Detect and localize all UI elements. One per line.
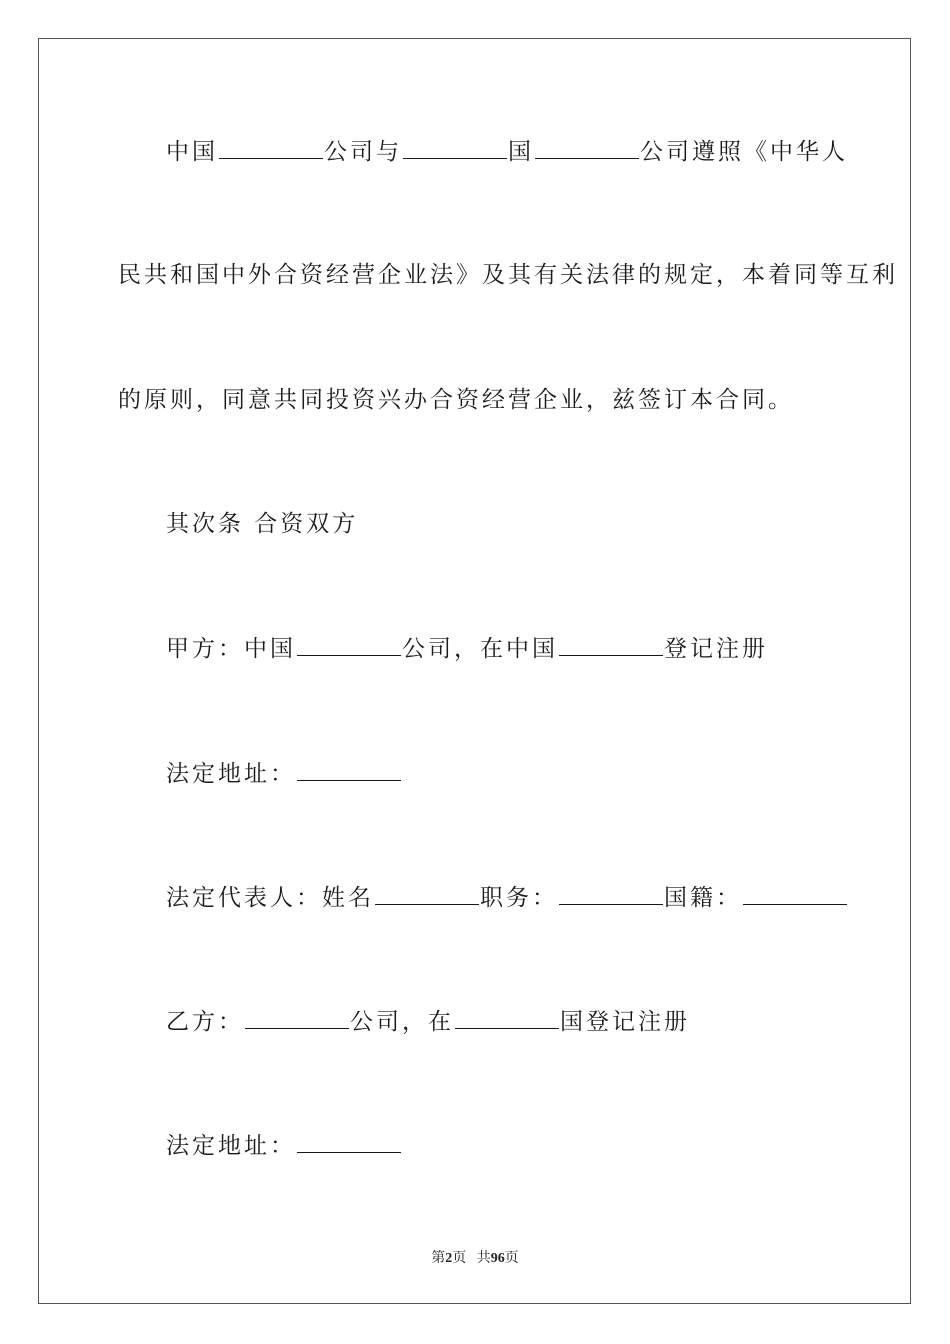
party-a-representative-line <box>166 882 848 913</box>
address-label: 法定地址： <box>166 761 296 787</box>
text-segment: 国登记注册 <box>560 1009 690 1035</box>
blank-field <box>455 1006 559 1029</box>
text-segment: 公司与 <box>324 139 402 165</box>
party-b-address-line <box>166 1130 402 1161</box>
nationality-label: 国籍： <box>664 885 742 911</box>
representative-label: 法定代表人：姓名 <box>166 885 374 911</box>
page-number: 2 <box>445 1251 453 1266</box>
total-pages: 96 <box>490 1251 505 1266</box>
blank-field <box>245 1006 349 1029</box>
text-segment: 公司，在 <box>350 1009 454 1035</box>
page-border <box>38 38 911 1304</box>
text-segment: 公司，在中国 <box>402 636 558 662</box>
blank-field <box>743 882 847 905</box>
total-prefix: 共 <box>476 1251 491 1266</box>
blank-field <box>297 1130 401 1153</box>
preamble-line-2: 民共和国中外合资经营企业法》及其有关法律的规定，本着同等互利 <box>118 262 898 288</box>
party-a-address-line <box>166 758 402 789</box>
blank-field <box>559 633 663 656</box>
article-heading: 其次条 合资双方 <box>166 511 359 537</box>
blank-field <box>219 136 323 159</box>
total-suffix: 页 <box>504 1251 519 1266</box>
blank-field <box>297 758 401 781</box>
page-footer <box>0 1247 950 1267</box>
preamble-line-1 <box>166 136 848 167</box>
blank-field <box>535 136 639 159</box>
blank-field <box>297 633 401 656</box>
address-label: 法定地址： <box>166 1133 296 1159</box>
party-b-line <box>166 1006 690 1037</box>
preamble-line-3: 的原则，同意共同投资兴办合资经营企业，兹签订本合同。 <box>118 387 794 413</box>
page-prefix: 第 <box>431 1251 446 1266</box>
party-b-label: 乙方： <box>166 1009 244 1035</box>
party-a-label: 甲方：中国 <box>166 636 296 662</box>
blank-field <box>375 882 479 905</box>
blank-field <box>559 882 663 905</box>
party-a-line <box>166 633 768 664</box>
text-segment: 登记注册 <box>664 636 768 662</box>
page-suffix: 页 <box>452 1251 467 1266</box>
text-segment: 中国 <box>166 139 218 165</box>
position-label: 职务： <box>480 885 558 911</box>
text-segment: 公司遵照《中华人 <box>640 139 848 165</box>
text-segment: 国 <box>508 139 534 165</box>
blank-field <box>403 136 507 159</box>
